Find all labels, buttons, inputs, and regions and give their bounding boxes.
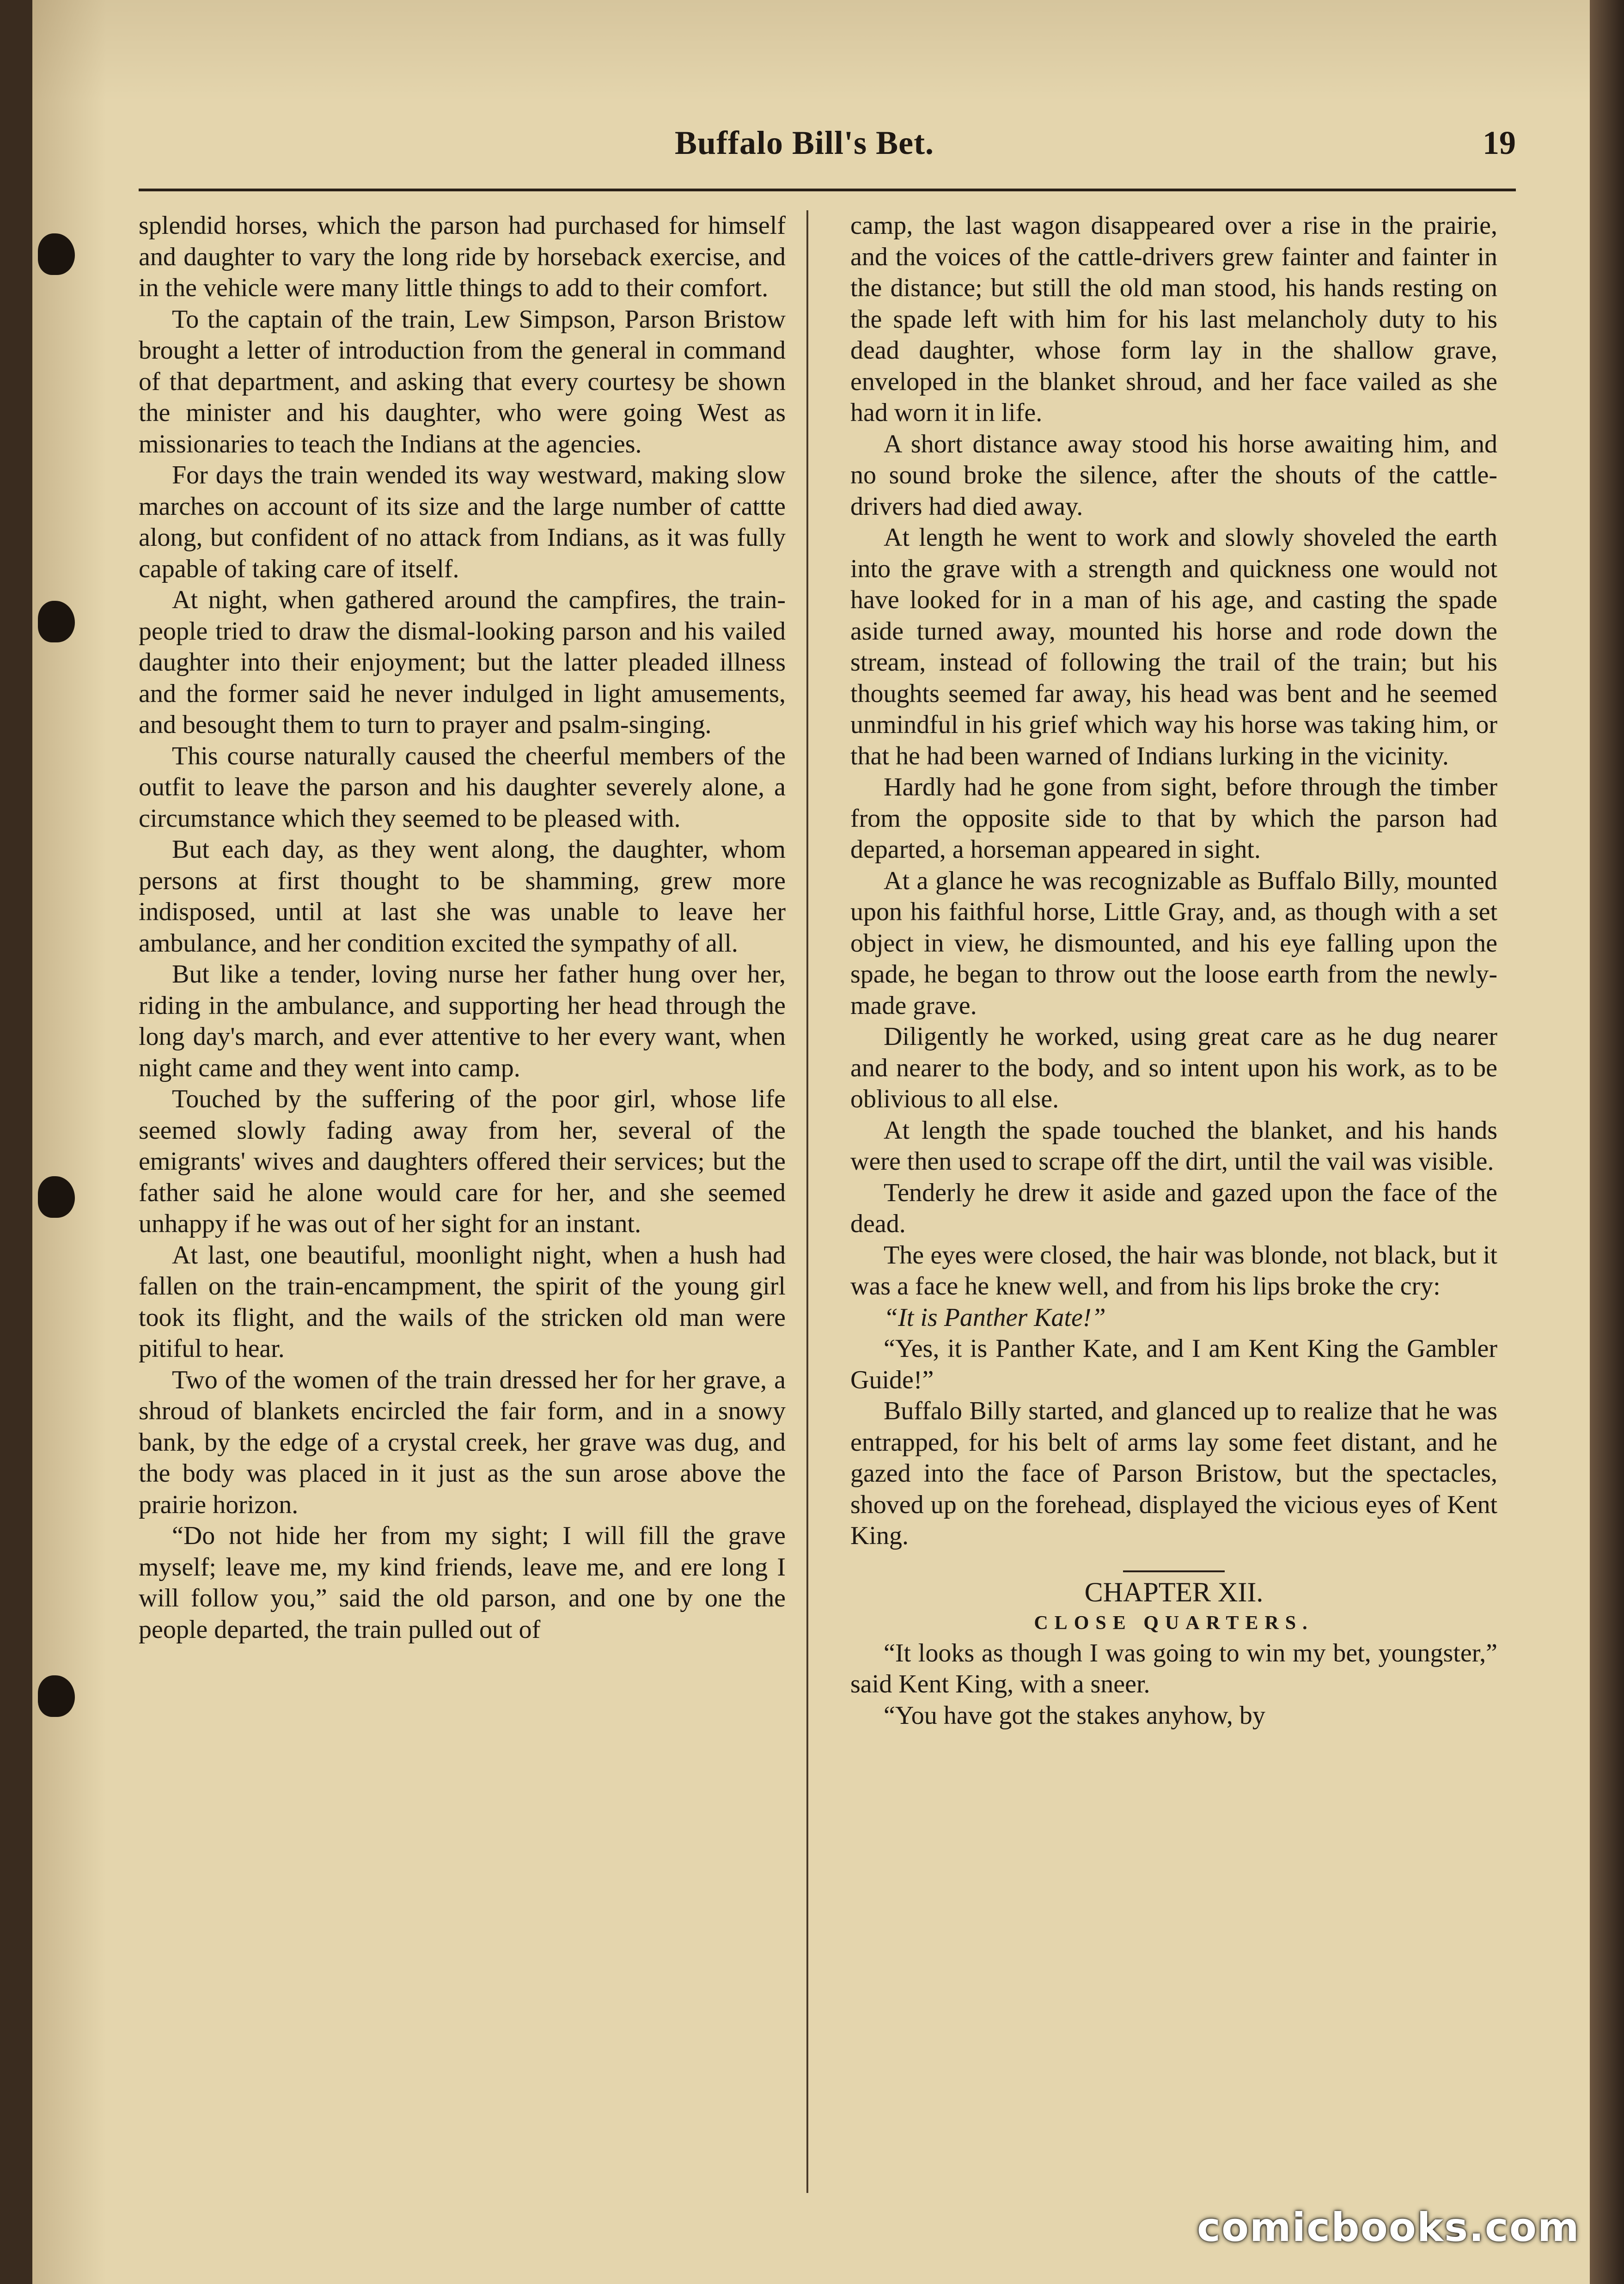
paragraph: “It is Panther Kate!” [884, 1303, 1106, 1332]
paragraph: To the captain of the train, Lew Simpson, Parson Bristow brought a letter of introduction from the general in command of that department, and asking that every courtesy be shown the minister and his daughter, who were going West as missionaries to teach the Indians at the agencies. [139, 305, 786, 458]
running-header [139, 124, 1516, 175]
binding-hole [38, 1675, 75, 1717]
chapter-title: CHAPTER XII. [1084, 1576, 1264, 1607]
paragraph: “Do not hide her from my sight; I will fill the grave myself; leave me, my kind friends, leave me, and ere long I will follow you,” said the old parson, and one by one the people departed, the train pulled out of [139, 1521, 786, 1644]
binding-hole [38, 601, 75, 642]
paragraph: Diligently he worked, using great care as he dug nearer and nearer to the body, and so intent upon his work, as to be oblivious to all else. [850, 1022, 1497, 1113]
paragraph: splendid horses, which the parson had purchased for himself and daughter to vary the long ride by horseback exercise, and in the vehicle were many little things to add to their comfort. [139, 211, 786, 302]
paragraph: “Yes, it is Panther Kate, and I am Kent King the Gambler Guide!” [850, 1334, 1497, 1394]
binding-hole [38, 1176, 75, 1218]
paragraph: Hardly had he gone from sight, before through the timber from the opposite side to that by which the parson had departed, a horseman appeared in sight. [850, 773, 1497, 864]
paragraph: Buffalo Billy started, and glanced up to realize that he was entrapped, for his belt of arms lay some feet distant, and he gazed into the face of Parson Bristow, but the spectacles, shoved up on the forehead, displayed the vicious eyes of Kent King. [850, 1397, 1497, 1550]
paragraph: This course naturally caused the cheerful members of the outfit to leave the parson and his daughter severely alone, a circumstance which they seemed to be pleased with. [139, 741, 786, 833]
paragraph: camp, the last wagon disappeared over a rise in the prairie, and the voices of the cattle-drivers grew fainter and fainter in the distance; but still the old man stood, his hands resting on the spade left with him for his last melancholy duty to his dead daughter, whose form lay in the shallow grave, enveloped in the blanket shroud, and her face vailed as she had worn it in life. [850, 211, 1497, 427]
chapter-heading [850, 1570, 1497, 1638]
paragraph: But like a tender, loving nurse her father hung over her, riding in the ambulance, and supporting her head through the long day's march, and ever attentive to her every want, when night came and they went into camp. [139, 960, 786, 1082]
column-divider [806, 210, 808, 2193]
chapter-rule [1123, 1570, 1225, 1572]
paragraph: But each day, as they went along, the daughter, whom persons at first thought to be shamming, grew more indisposed, until at last she was unable to leave her ambulance, and her condition excited the sympathy of all. [139, 835, 786, 958]
paragraph: At last, one beautiful, moonlight night, when a hush had fallen on the train-encampment, the spirit of the young girl took its flight, and the wails of the stricken old man were pitiful to hear. [139, 1240, 786, 1363]
paragraph: Two of the women of the train dressed her for her grave, a shroud of blankets encircled the fair form, and in a snowy bank, by the edge of a crystal creek, her grave was dug, and the body was placed in it just as the sun arose above the prairie horizon. [139, 1365, 786, 1519]
paragraph: At night, when gathered around the campfires, the train-people tried to draw the dismal-looking parson and his vailed daughter into their enjoyment; but the latter pleaded illness and the former said he never indulged in light amusements, and besought them to turn to prayer and psalm-singing. [139, 586, 786, 739]
page-number: 19 [1483, 124, 1516, 161]
chapter-subtitle: CLOSE QUARTERS. [1034, 1612, 1314, 1634]
running-title: Buffalo Bill's Bet. [675, 124, 934, 161]
paragraph: Tenderly he drew it aside and gazed upon the face of the dead. [850, 1178, 1497, 1238]
watermark: comicbooks.com [1197, 2205, 1580, 2251]
paragraph: At length the spade touched the blanket, and his hands were then used to scrape off the dirt, until the vail was visible. [850, 1116, 1497, 1176]
right-column [850, 210, 1497, 2188]
paragraph: The eyes were closed, the hair was blonde, not black, but it was a face he knew well, and from his lips broke the cry: [850, 1240, 1497, 1301]
binding-hole [38, 233, 75, 275]
paragraph: A short distance away stood his horse awaiting him, and no sound broke the silence, after the shouts of the cattle-drivers had died away. [850, 429, 1497, 521]
page-edge [1590, 0, 1624, 2284]
left-column [139, 210, 786, 2188]
paragraph: Touched by the suffering of the poor girl, whose life seemed slowly fading away from her, several of the emigrants' wives and daughters offered their services; but the father said he alone would care for her, and she seemed unhappy if he was out of her sight for an instant. [139, 1085, 786, 1238]
paragraph: For days the train wended its way westward, making slow marches on account of its size and the large number of cattte along, but confident of no attack from Indians, as it was fully capable of taking care of itself. [139, 461, 786, 583]
paragraph: At length he went to work and slowly shoveled the earth into the grave with a strength and quickness one would not have looked for in a man of his age, and casting the spade aside turned away, mounted his horse and rode down the stream, instead of following the trail of the train; but his thoughts seemed far away, his head was bent and he seemed unmindful in his grief which way his horse was taking him, or that he had been warned of Indians lurking in the vicinity. [850, 523, 1497, 770]
paragraph: “You have got the stakes anyhow, by [884, 1701, 1265, 1730]
paragraph: “It looks as though I was going to win my bet, youngster,” said Kent King, with a sneer. [850, 1638, 1497, 1698]
paragraph: At a glance he was recognizable as Buffalo Billy, mounted upon his faithful horse, Little Gray, and, as though with a set object in view, he dismounted, and his eye falling upon the spade, he began to throw out the loose earth from the newly-made grave. [850, 866, 1497, 1020]
header-rule [139, 189, 1516, 191]
